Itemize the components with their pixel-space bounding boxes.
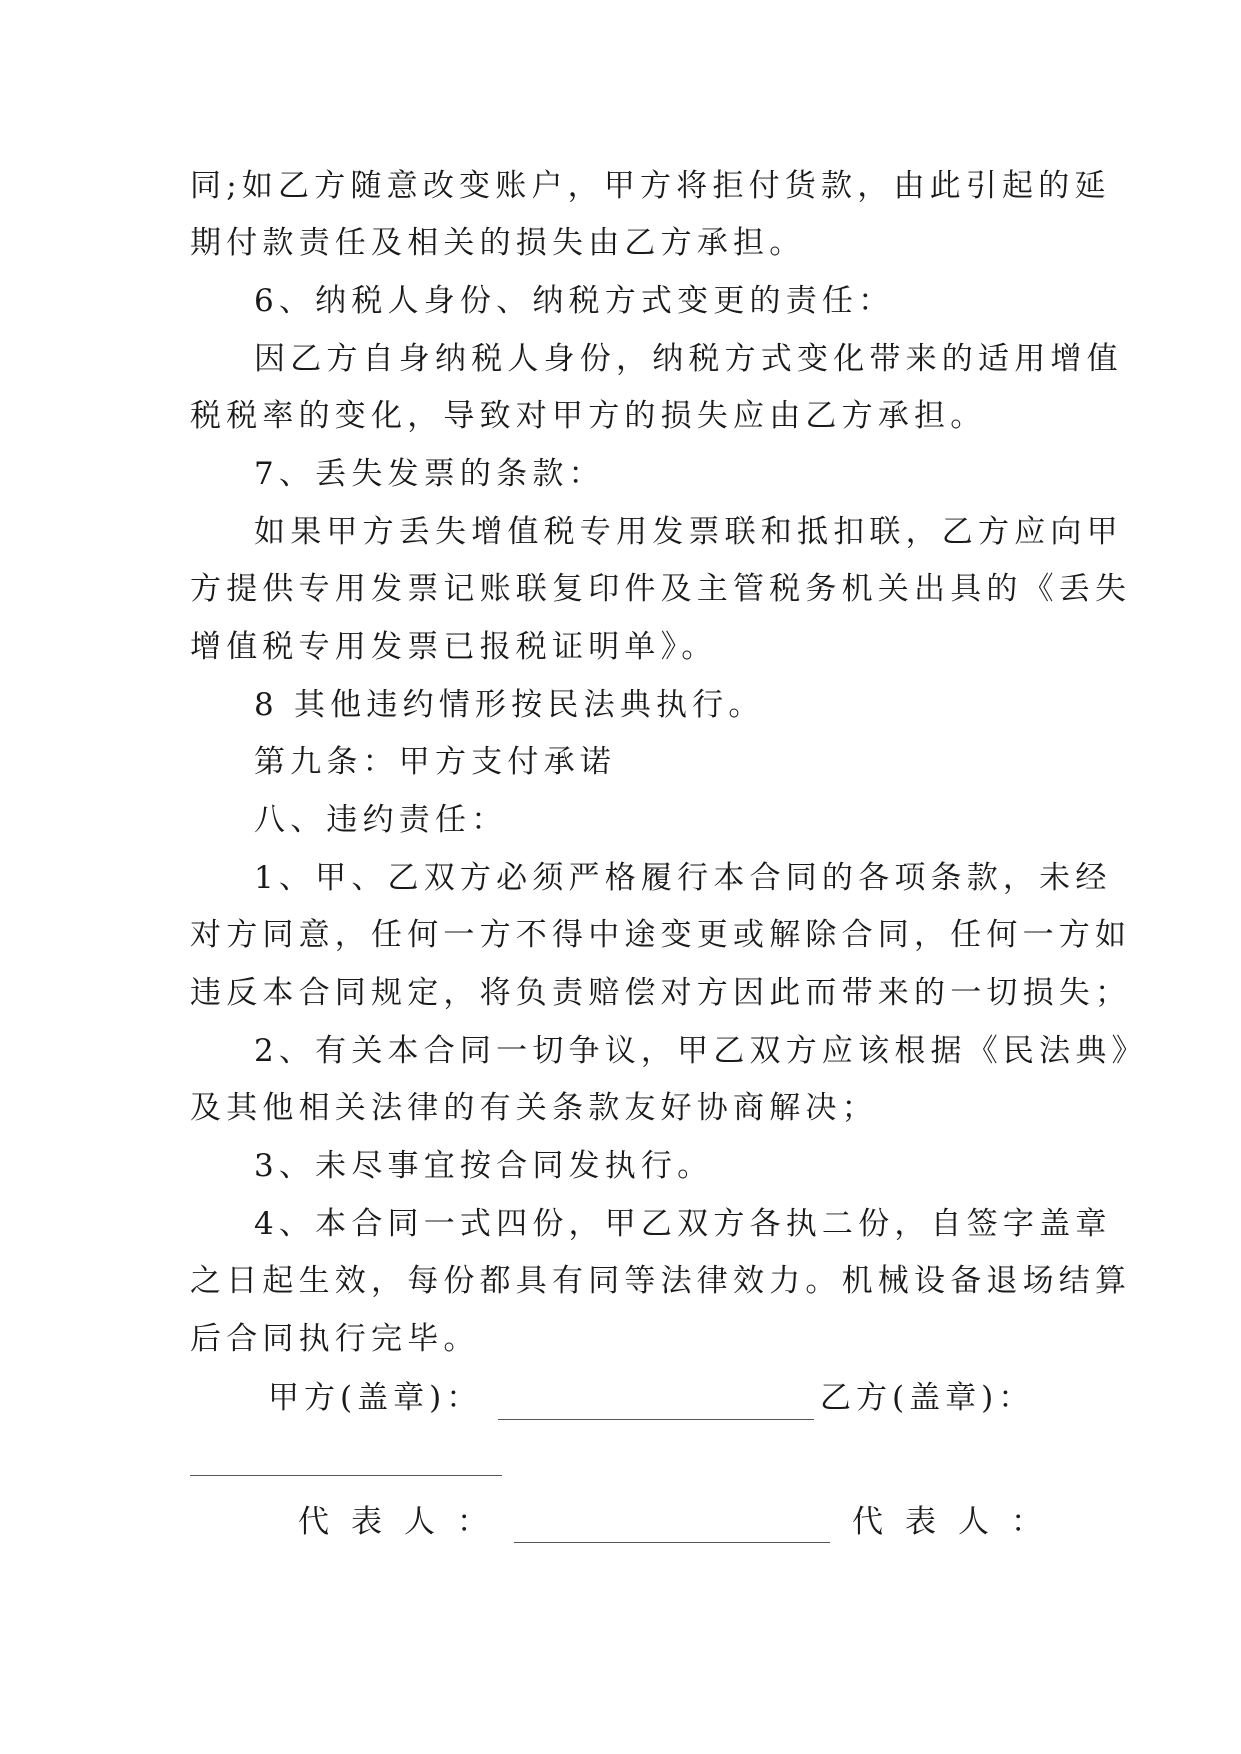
clause-heading-8: 8 其他违约情形按民法典执行。 (254, 687, 765, 723)
body-line: 违反本合同规定，将负责赔偿对方因此而带来的一切损失； (190, 975, 1132, 1011)
body-line: 之日起生效，每份都具有同等法律效力。机械设备退场结算 (190, 1263, 1132, 1299)
body-line: 4、本合同一式四份，甲乙双方各执二份，自签字盖章 (254, 1206, 1112, 1242)
section-heading-liability: 八、违约责任： (254, 802, 508, 838)
body-line: 税税率的变化，导致对甲方的损失应由乙方承担。 (190, 398, 987, 434)
party-b-seal-label: 乙方(盖章)： (820, 1380, 1035, 1416)
body-line: 对方同意，任何一方不得中途变更或解除合同，任何一方如 (190, 917, 1132, 953)
representative-a-label: 代表人： (298, 1504, 510, 1540)
body-line: 因乙方自身纳税人身份，纳税方式变化带来的适用增值 (254, 341, 1123, 377)
article-heading-9: 第九条：甲方支付承诺 (254, 744, 616, 780)
body-line: 1、甲、乙双方必须严格履行本合同的各项条款，未经 (254, 860, 1112, 896)
body-line: 期付款责任及相关的损失由乙方承担。 (190, 225, 806, 261)
body-line: 2、有关本合同一切争议，甲乙双方应该根据《民法典》 (254, 1033, 1148, 1069)
body-line: 方提供专用发票记账联复印件及主管税务机关出具的《丢失 (190, 571, 1132, 607)
representative-b-label: 代表人： (852, 1504, 1064, 1540)
clause-heading-7: 7、丢失发票的条款： (254, 456, 605, 492)
body-line: 同;如乙方随意改变账户，甲方将拒付货款，由此引起的延 (190, 168, 1111, 204)
party-a-signature-line (498, 1419, 814, 1420)
party-b-signature-line (190, 1475, 502, 1476)
body-line: 后合同执行完毕。 (190, 1321, 480, 1357)
party-a-seal-label: 甲方(盖章)： (268, 1380, 483, 1416)
body-line: 增值税专用发票已报税证明单》。 (190, 629, 718, 665)
body-line: 3、未尽事宜按合同发执行。 (254, 1148, 714, 1184)
body-line: 及其他相关法律的有关条款友好协商解决； (190, 1090, 878, 1126)
clause-heading-6: 6、纳税人身份、纳税方式变更的责任： (254, 283, 895, 319)
body-line: 如果甲方丢失增值税专用发票联和抵扣联，乙方应向甲 (254, 514, 1123, 550)
representative-a-signature-line (514, 1542, 830, 1543)
